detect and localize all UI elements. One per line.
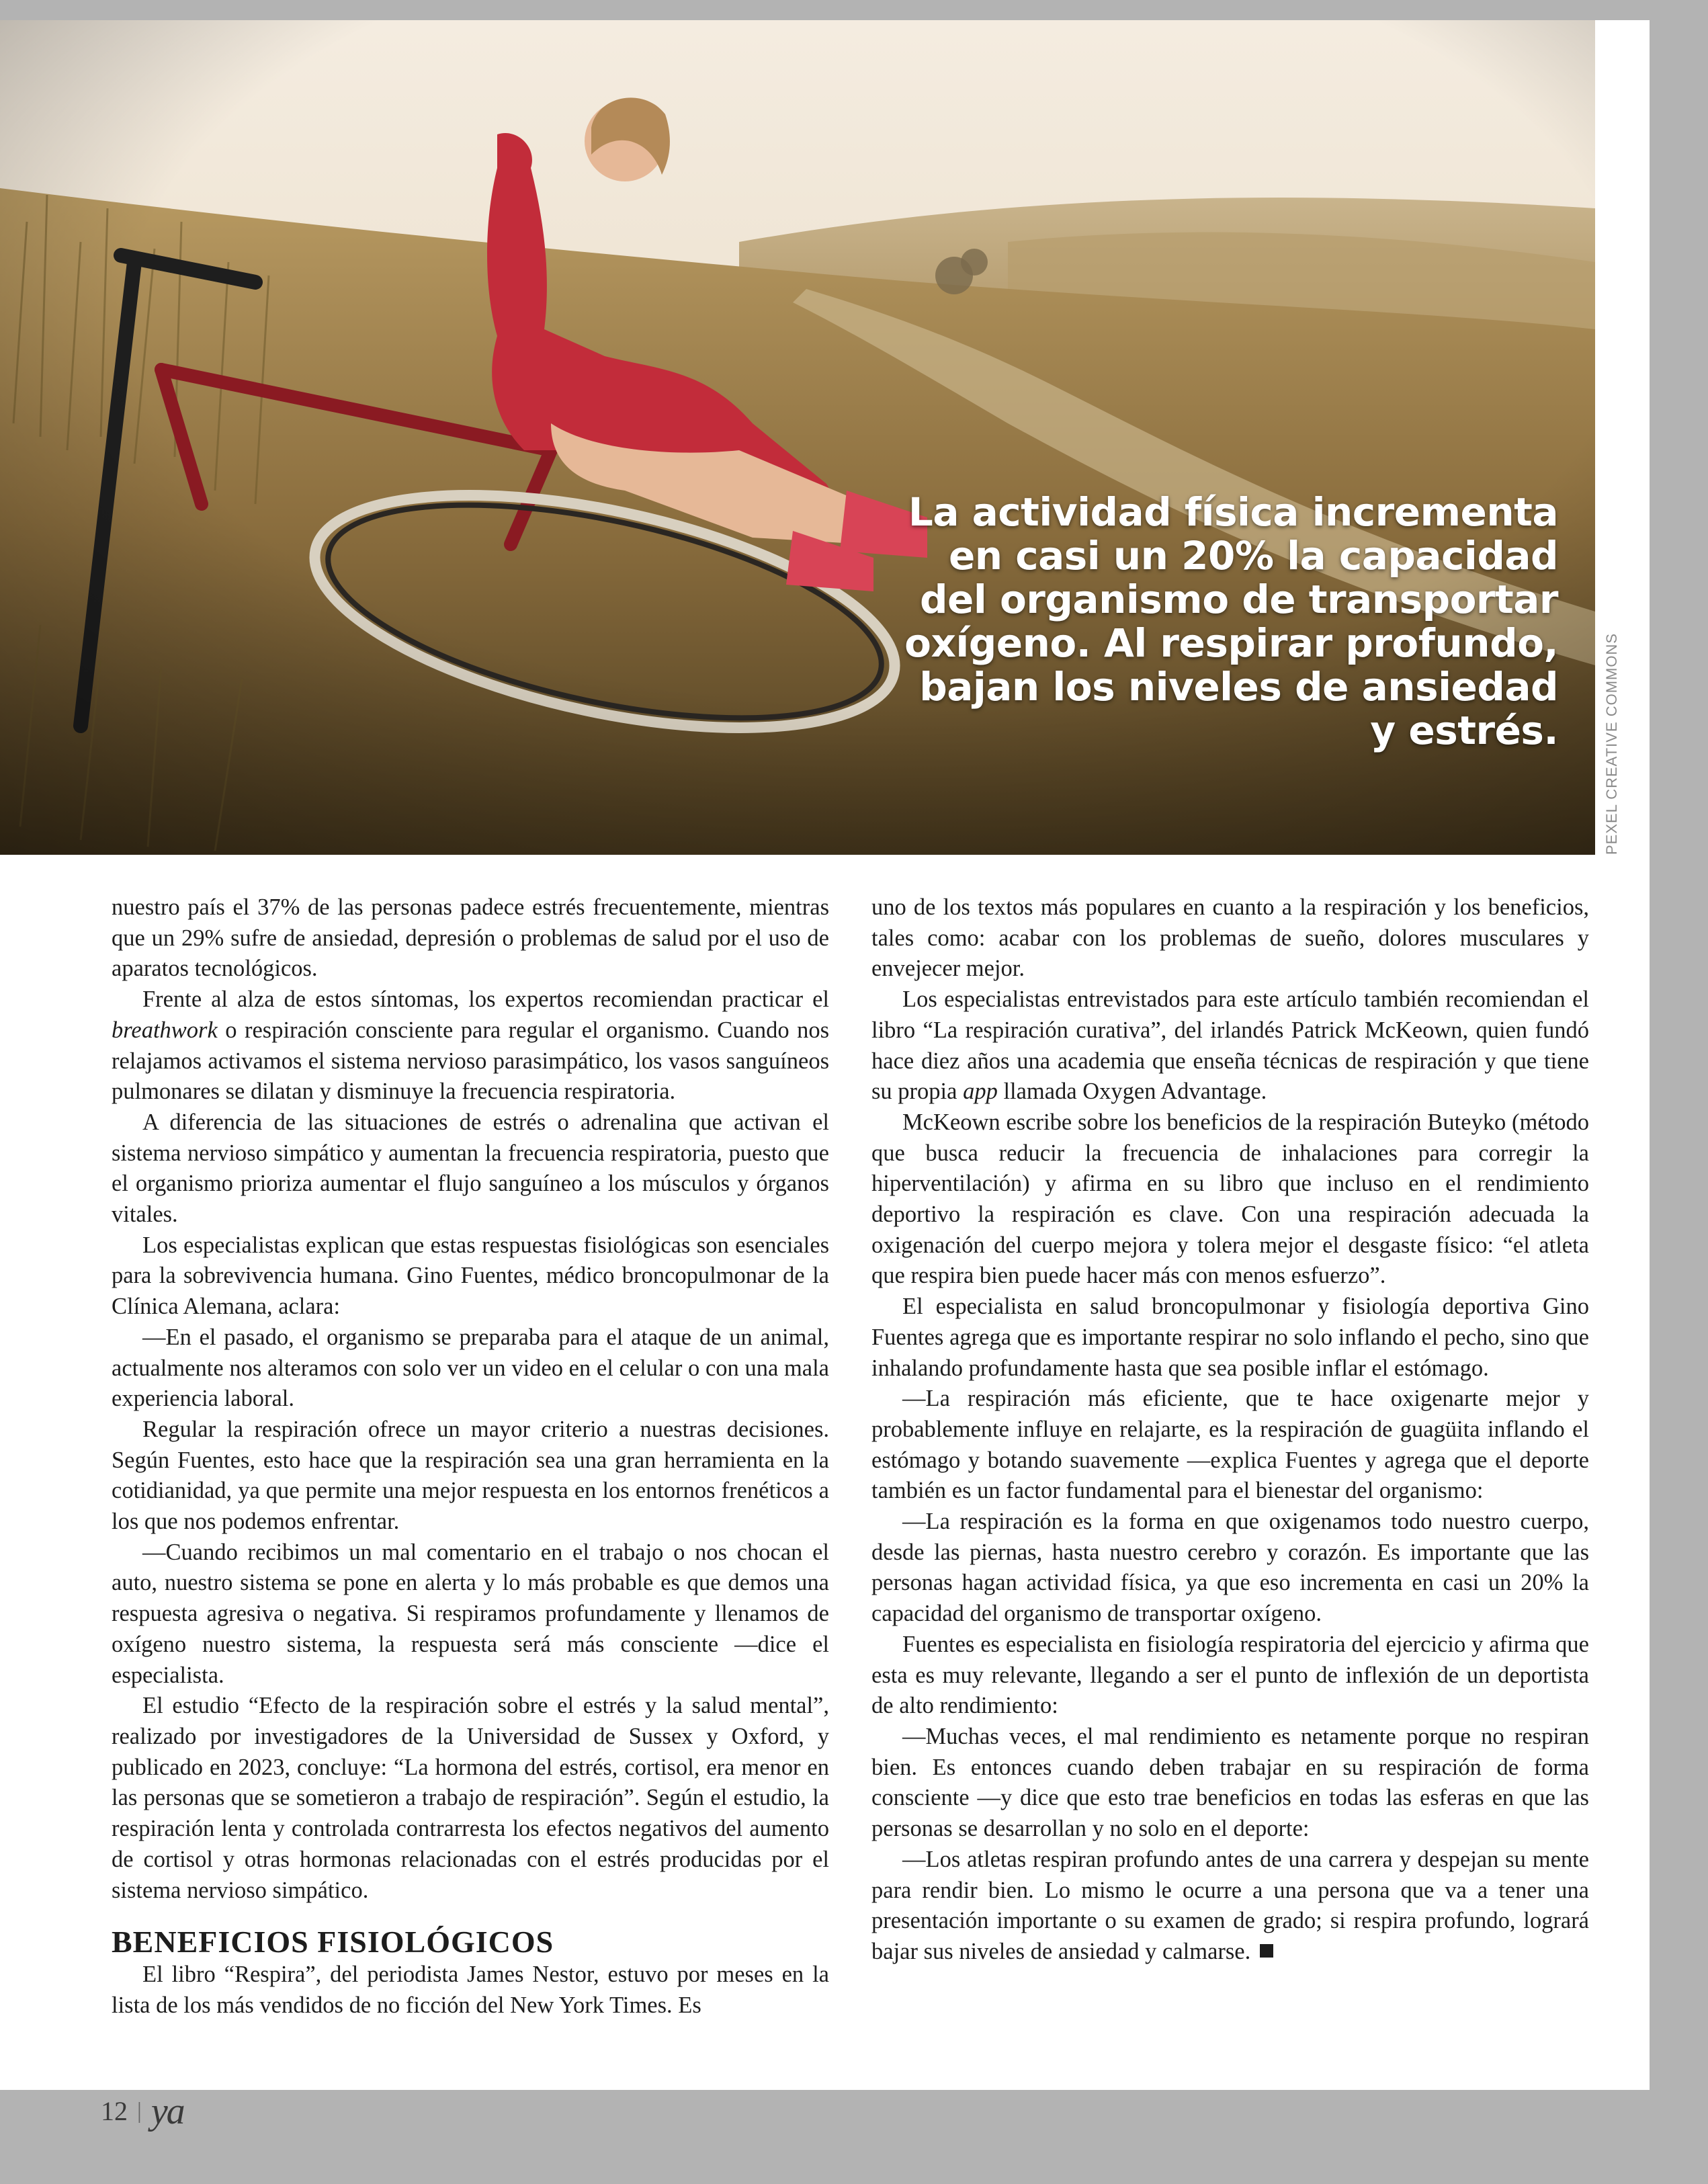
paragraph: [871, 984, 1589, 1107]
text-run: Frente al alza de estos síntomas, los expertos recomiendan practicar el: [142, 986, 829, 1013]
paragraph: [871, 1845, 1589, 1968]
paragraph: —La respiración más eficiente, que te hace oxigenarte mejor y probablemente influye en relajarte, es la respiración de guagüita inflando el estómago y botando suavemente —explica Fuentes y agrega que el deporte también es un factor fundamental para el bienestar del organismo:: [871, 1386, 1589, 1504]
paragraph: A diferencia de las situaciones de estrés o adrenalina que activan el sistema nervioso simpático y aumentan la frecuencia respiratoria, puesto que el organismo prioriza aumentar el flujo sanguíneo a los músculos y órganos vitales.: [112, 1109, 829, 1228]
paragraph: —Cuando recibimos un mal comentario en el trabajo o nos chocan el auto, nuestro sistema se pone en alerta y lo más probable es que demos una respuesta agresiva o negativa. Si respiramos profundamente y llenamos de oxígeno nuestro sistema, la respuesta será más consciente —dice el especialista.: [112, 1539, 829, 1688]
paragraph: —La respiración es la forma en que oxigenamos todo nuestro cuerpo, desde las piernas, hasta nuestro cerebro y corazón. Es importante que las personas hagan actividad física, ya que eso incrementa en casi un 20% la capacidad del organismo de transportar oxígeno.: [871, 1509, 1589, 1627]
footer-separator: |: [137, 2099, 142, 2124]
paragraph: Los especialistas explican que estas respuestas fisiológicas son esenciales para la sobrevivencia humana. Gino Fuentes, médico broncopulmonar de la Clínica Alemana, aclara:: [112, 1232, 829, 1320]
end-of-article-icon: [1260, 1944, 1273, 1958]
emphasis-app: app: [963, 1079, 998, 1105]
magazine-brand-logo: ya: [151, 2091, 184, 2132]
paragraph: El especialista en salud broncopulmonar y fisiología deportiva Gino Fuentes agrega que es importante respirar no solo inflando el pecho, sino que inhalando profundamente hasta que sea posible inflar el estómago.: [871, 1294, 1589, 1381]
right-column: [871, 892, 1589, 1968]
page-number: 12: [101, 2096, 128, 2126]
paragraph: uno de los textos más populares en cuanto a la respiración y los beneficios, tales como: acabar con los problemas de sueño, dolores musculares y envejecer mejor.: [871, 894, 1589, 982]
magazine-page: [0, 20, 1650, 2090]
paragraph: El libro “Respira”, del periodista James Nestor, estuvo por meses en la lista de los más vendidos de no ficción del New York Times. Es: [112, 1962, 829, 2018]
paragraph: [112, 984, 829, 1107]
left-column: [112, 892, 829, 2021]
page-footer: [101, 2091, 184, 2132]
paragraph: —Muchas veces, el mal rendimiento es netamente porque no respiran bien. Es entonces cuando deben trabajar en su respiración de forma consciente —y dice que esto trae beneficios en todas las esferas en que las personas se desarrollan y no solo en el deporte:: [871, 1723, 1589, 1842]
text-run: Los especialistas entrevistados para este artículo también recomiendan el libro “La respiración curativa”, del irlandés Patrick McKeown, quien fundó hace diez años una academia que enseña técnicas de respiración y que tiene su propia: [871, 986, 1589, 1105]
section-heading: BENEFICIOS FISIOLÓGICOS: [112, 1925, 554, 1960]
text-run: llamada Oxygen Advantage.: [997, 1079, 1267, 1105]
paragraph: —En el pasado, el organismo se preparaba para el ataque de un animal, actualmente nos alteramos con solo ver un video en el celular o con una mala experiencia laboral.: [112, 1324, 829, 1412]
hero-photo: [0, 20, 1595, 855]
paragraph: Regular la respiración ofrece un mayor criterio a nuestras decisiones. Según Fuentes, esto hace que la respiración sea una gran herramienta en la cotidianidad, ya que permite una mejor respuesta en los entornos frenéticos a los que nos podemos enfrentar.: [112, 1416, 829, 1535]
paragraph: McKeown escribe sobre los beneficios de la respiración Buteyko (método que busca reducir la frecuencia de inhalaciones para corregir la hiperventilación) y afirma en su libro que incluso en el rendimiento deportivo la respiración es clave. Con una respiración adecuada la oxigenación del cuerpo mejora y tolera mejor el desgaste físico: “el atleta que respira bien puede hacer más con menos esfuerzo”.: [871, 1109, 1589, 1289]
photo-caption: La actividad física incrementa en casi un 20% la capacidad del organismo de transportar oxígeno. Al respirar profundo, bajan los niveles de ansiedad y estrés.: [904, 489, 1558, 753]
emphasis-breathwork: breathwork: [112, 1017, 218, 1043]
paragraph: El estudio “Efecto de la respiración sobre el estrés y la salud mental”, realizado por investigadores de la Universidad de Sussex y Oxford, y publicado en 2023, concluye: “La hormona del estrés, cortisol, era menor en las personas que se sometieron a trabajo de respiración”. Según el estudio, la respiración lenta y controlada contrarresta los efectos negativos del aumento de cortisol y otras hormonas relacionadas con el estrés producidas por el sistema nervioso simpático.: [112, 1693, 829, 1903]
photo-credit: PEXEL CREATIVE COMMONS: [1603, 632, 1620, 855]
text-run: —Los atletas respiran profundo antes de una carrera y despejan su mente para rendir bien. Lo mismo le ocurre a una persona que va a tener una presentación importante o su examen de grado; si respira profundo, logrará bajar sus niveles de ansiedad y calmarse.: [871, 1846, 1589, 1964]
text-run: o respiración consciente para regular el organismo. Cuando nos relajamos activamos el sistema nervioso parasimpático, los vasos sanguíneos pulmonares se dilatan y disminuye la frecuencia respiratoria.: [112, 1017, 829, 1105]
paragraph: Fuentes es especialista en fisiología respiratoria del ejercicio y afirma que esta es muy relevante, llegando a ser el punto de inflexión de un deportista de alto rendimiento:: [871, 1631, 1589, 1719]
paragraph: nuestro país el 37% de las personas padece estrés frecuentemente, mientras que un 29% sufre de ansiedad, depresión o problemas de salud por el uso de aparatos tecnológicos.: [112, 894, 829, 982]
